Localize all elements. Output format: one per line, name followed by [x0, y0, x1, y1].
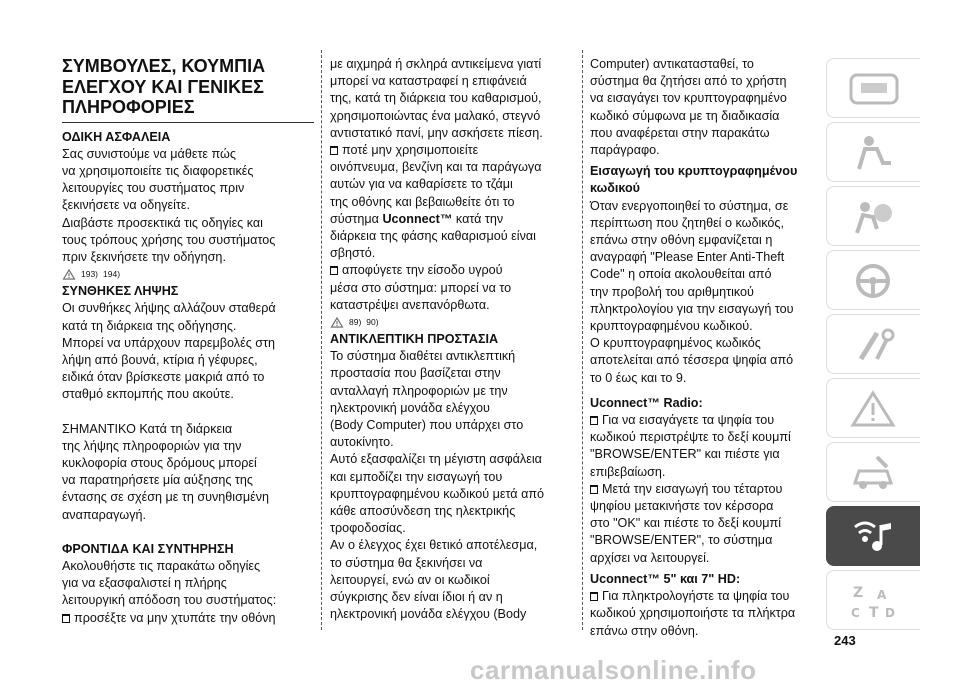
text-line: προσέξτε να μην χτυπάτε την οθόνη: [74, 610, 276, 625]
text-line: λειτουργεί, ενώ αν οι κωδικοί: [330, 572, 490, 587]
text-line: κωδικό σύμφωνα με τη διαδικασία: [590, 108, 780, 123]
text-line: επιβεβαίωση.: [590, 464, 666, 479]
title-rule: [62, 122, 314, 123]
paragraph: [590, 56, 822, 159]
text-line: κωδικού χρησιμοποιήστε τα πλήκτρα: [590, 606, 796, 621]
warning-references: [330, 314, 578, 331]
text-line: το 0 έως και το 9.: [590, 370, 687, 385]
text-line: αυτοκίνητο.: [330, 435, 394, 450]
text-line: για να εξασφαλιστεί η πλήρης: [62, 576, 227, 591]
svg-text:C: C: [851, 606, 860, 620]
text-line: Σας συνιστούμε να μάθετε πώς: [62, 146, 236, 161]
multimedia-icon: [847, 517, 901, 557]
text-line: καταστρέψει ανεπανόρθωτα.: [330, 297, 490, 312]
text-line: της οθόνης και βεβαιωθείτε ότι το: [330, 194, 515, 209]
reference-number[interactable]: 90): [366, 317, 379, 328]
column-divider: [582, 50, 583, 630]
bullet-item: [330, 262, 578, 314]
text-line: ηλεκτρονική μονάδα ελέγχου (Body: [330, 607, 527, 622]
text-line: σταθμό εκπομπής που ακούτε.: [62, 387, 234, 402]
chapter-tabs: [826, 58, 920, 634]
text-line: προστασία που βασίζεται στην: [330, 366, 501, 381]
text-line: κρυπτογραφημένου κωδικού.: [590, 319, 753, 334]
paragraph: [62, 300, 314, 403]
text-line: την προβολή του αριθμητικού: [590, 284, 754, 299]
text-fragment: κατά την: [452, 211, 504, 226]
tab-index[interactable]: [826, 570, 920, 630]
heading-line: Εισαγωγή του κρυπτογραφημένου: [590, 164, 798, 179]
paragraph: [62, 558, 314, 610]
tab-driving[interactable]: [826, 250, 920, 310]
text-line: τους τρόπους χρήσης του συστήματος: [62, 232, 276, 247]
chapter-title-line: ΠΛΗΡΟΦΟΡΙΕΣ: [62, 97, 195, 117]
text-line: με αιχμηρά ή σκληρά αντικείμενα γιατί: [330, 57, 542, 71]
chapter-title: [62, 56, 314, 118]
column-2: [330, 56, 578, 624]
paragraph: [330, 348, 578, 623]
text-line: Αυτό εξασφαλίζει τη μέγιστη ασφάλεια: [330, 452, 542, 467]
paragraph: [590, 198, 822, 387]
text-line: κατά τη διάρκεια της οδήγησης.: [62, 318, 237, 333]
text-line: πριν ξεκινήσετε την οδήγηση.: [62, 249, 226, 264]
warning-triangle-icon: [330, 317, 344, 328]
text-line: ξεκινήσετε να οδηγείτε.: [62, 198, 191, 213]
page-number: 243: [834, 633, 856, 648]
index-icon: [847, 581, 901, 621]
text-line: λήψη από βουνά, κτίρια ή γέφυρες,: [62, 352, 258, 367]
section-heading-anti-theft: ΑΝΤΙΚΛΕΠΤΙΚΗ ΠΡΟΣΤΑΣΙΑ: [330, 332, 499, 347]
text-line: ψηφίου μετακινήστε τον κέρσορα: [590, 499, 774, 514]
text-line: Διαβάστε προσεκτικά τις οδηγίες και: [62, 215, 263, 230]
text-line: να χρησιμοποιείτε τις διαφορετικές: [62, 163, 254, 178]
text-line: αντιστατικό πανί, μην ασκήσετε πίεση.: [330, 125, 543, 140]
text-line: Ακολουθήστε τις παρακάτω οδηγίες: [62, 558, 261, 573]
text-line: της, κατά τη διάρκεια του καθαρισμού,: [330, 91, 542, 106]
tab-airbag[interactable]: [826, 186, 920, 246]
text-line: "BROWSE/ENTER", το σύστημα: [590, 533, 773, 548]
text-line: το σύστημα θα ξεκινήσει να: [330, 555, 483, 570]
tab-emergency[interactable]: [826, 378, 920, 438]
section-heading-reception: ΣΥΝΘΗΚΕΣ ΛΗΨΗΣ: [62, 284, 179, 299]
text-line: Code" η οποία ακολουθείται από: [590, 267, 772, 282]
text-line: αποτελείται από τέσσερα ψηφία από: [590, 353, 794, 368]
text-line: κρυπτογραφημένου κωδικού μετά από: [330, 486, 545, 501]
text-line: σύστημα θα ζητήσει από το χρήστη: [590, 74, 787, 89]
text-line: να εισαγάγει τον κρυπτογραφημένο: [590, 91, 787, 106]
text-line: επάνω στην οθόνη εμφανίζεται η: [590, 233, 773, 248]
text-line: μέσα στο σύστημα: μπορεί να το: [330, 280, 512, 295]
important-note: [62, 421, 314, 524]
steering-wheel-icon: [847, 261, 901, 301]
tab-maintenance[interactable]: [826, 442, 920, 502]
airbag-icon: [847, 197, 901, 237]
text-line: (Body Computer) που υπάρχει στο: [330, 418, 524, 433]
reference-number[interactable]: 89): [349, 317, 362, 328]
paragraph: [330, 56, 578, 142]
seat-safety-icon: [847, 133, 901, 173]
text-line: Οι συνθήκες λήψης αλλάζουν σταθερά: [62, 301, 276, 316]
warning-triangle-icon: [62, 269, 76, 280]
warning-road-icon: [847, 389, 901, 429]
section-heading-hd: Uconnect™ 5" και 7" HD:: [590, 571, 741, 586]
warning-references: [62, 266, 314, 283]
watermark: carmanualsonline.info: [470, 655, 757, 685]
text-line: οινόπνευμα, βενζίνη και τα παράγωγα: [330, 160, 542, 175]
text-line: σύγκρισης δεν είναι ίδιοι ή αν η: [330, 590, 503, 605]
text-line: Αν ο έλεγχος έχει θετικό αποτέλεσμα,: [330, 538, 538, 553]
text-line: μπορεί να καταστραφεί η επιφάνειά: [330, 74, 527, 89]
text-fragment: σύστημα: [330, 211, 383, 226]
bullet-item: [590, 481, 822, 567]
text-line: που αναφέρεται στην παρακάτω: [590, 125, 770, 140]
text-line: αποφύγετε την είσοδο υγρού: [342, 263, 503, 278]
column-divider: [321, 50, 322, 630]
text-line: "BROWSE/ENTER" και πιέστε για: [590, 447, 780, 462]
text-line: έντασης σε σχέση με τη συνηθισμένη: [62, 490, 270, 505]
text-line: Όταν ενεργοποιηθεί το σύστημα, σε: [590, 198, 789, 213]
bullet-box-icon: [330, 266, 338, 275]
bullet-item: [62, 610, 314, 627]
text-line: ποτέ μην χρησιμοποιείτε: [342, 143, 479, 158]
bullet-item: [590, 412, 822, 481]
text-line: Για πληκτρολογήστε τα ψηφία του: [602, 589, 790, 604]
text-line: περίπτωση που ζητηθεί ο κωδικός,: [590, 215, 784, 230]
text-line: Computer) αντικατασταθεί, το: [590, 57, 754, 71]
column-1: [62, 56, 314, 627]
section-heading-care: ΦΡΟΝΤΙΔΑ ΚΑΙ ΣΥΝΤΗΡΗΣΗ: [62, 541, 234, 556]
text-line: λειτουργίες του συστήματος πριν: [62, 181, 245, 196]
tab-tools[interactable]: [826, 314, 920, 374]
text-line: κάθε αποσύνδεση της ηλεκτρικής: [330, 504, 516, 519]
text-line: αναγραφή "Please Enter Anti-Theft: [590, 250, 785, 265]
chapter-title-line: ΣΥΜΒΟΥΛΕΣ, ΚΟΥΜΠΙΑ: [62, 56, 266, 76]
tab-dashboard[interactable]: [826, 58, 920, 118]
svg-text:T: T: [869, 605, 879, 621]
text-line: χρησιμοποιώντας ένα μαλακό, στεγνό: [330, 108, 541, 123]
chapter-title-line: ΕΛΕΓΧΟΥ ΚΑΙ ΓΕΝΙΚΕΣ: [62, 76, 264, 97]
svg-text:A: A: [877, 588, 887, 602]
text-line: Μπορεί να υπάρχουν παρεμβολές στη: [62, 335, 276, 350]
text-line: ηλεκτρονική μονάδα ελέγχου: [330, 400, 490, 415]
text-line: πληκτρολογίου για την εισαγωγή του: [590, 301, 794, 316]
paragraph: [62, 146, 314, 266]
text-line: της λήψης πληροφοριών για την: [62, 438, 242, 453]
tab-safety[interactable]: [826, 122, 920, 182]
text-line: τροφοδοσίας.: [330, 521, 406, 536]
text-line: διάρκεια της φάσης καθαρισμού είναι: [330, 229, 536, 244]
text-line: αναπαραγωγή.: [62, 507, 147, 522]
svg-text:D: D: [885, 606, 895, 620]
dashboard-icon: [847, 69, 901, 109]
text-line: Το σύστημα διαθέτει αντικλεπτική: [330, 349, 516, 364]
section-heading-code-entry: [590, 163, 822, 197]
svg-text:Z: Z: [853, 585, 864, 601]
text-line: Ο κρυπτογραφημένος κωδικός: [590, 336, 761, 351]
heading-line: κωδικού: [590, 181, 641, 196]
text-line: παράγραφο.: [590, 143, 660, 158]
wrench-car-icon: [847, 453, 901, 493]
bullet-box-icon: [590, 416, 598, 425]
tab-multimedia[interactable]: [826, 506, 920, 566]
text-line: Μετά την εισαγωγή του τέταρτου: [602, 481, 783, 496]
brand-name: Uconnect™: [382, 211, 453, 226]
tools-icon: [847, 325, 901, 365]
text-line: ειδικά όταν βρίσκεστε μακριά από το: [62, 370, 265, 385]
text-line: Για να εισαγάγετε τα ψηφία του: [602, 413, 775, 428]
text-line: λειτουργική απόδοση του συστήματος:: [62, 593, 277, 608]
reference-number[interactable]: 193): [81, 269, 99, 280]
text-line: ανταλλαγή πληροφοριών με την: [330, 383, 508, 398]
text-line: αυτών για να καθαρίσετε το τζάμι: [330, 177, 513, 192]
bullet-box-icon: [590, 592, 598, 601]
section-heading-road-safety: ΟΔΙΚΗ ΑΣΦΑΛΕΙΑ: [62, 129, 171, 144]
bullet-item: [330, 142, 578, 262]
text-line: αρχίσει να λειτουργεί.: [590, 550, 710, 565]
bullet-box-icon: [62, 614, 70, 623]
bullet-box-icon: [590, 485, 598, 494]
text-line: και εμποδίζει την εισαγωγή του: [330, 469, 503, 484]
text-line: να παρατηρήσετε μία αύξησης της: [62, 473, 253, 488]
column-3: [590, 56, 822, 640]
text-line: κυκλοφορία στους δρόμους μπορεί: [62, 455, 257, 470]
section-heading-radio: Uconnect™ Radio:: [590, 395, 703, 410]
text-line: επάνω στην οθόνη.: [590, 623, 699, 638]
bullet-box-icon: [330, 146, 338, 155]
text-line: ΣΗΜΑΝΤΙΚΟ Κατά τη διάρκεια: [62, 421, 233, 436]
bullet-item: [590, 588, 822, 640]
text-line: σβηστό.: [330, 246, 376, 261]
text-line: κωδικού περιστρέψτε το δεξί κουμπί: [590, 430, 791, 445]
text-line: στο "OK" και πιέστε το δεξί κουμπί: [590, 516, 782, 531]
reference-number[interactable]: 194): [103, 269, 121, 280]
